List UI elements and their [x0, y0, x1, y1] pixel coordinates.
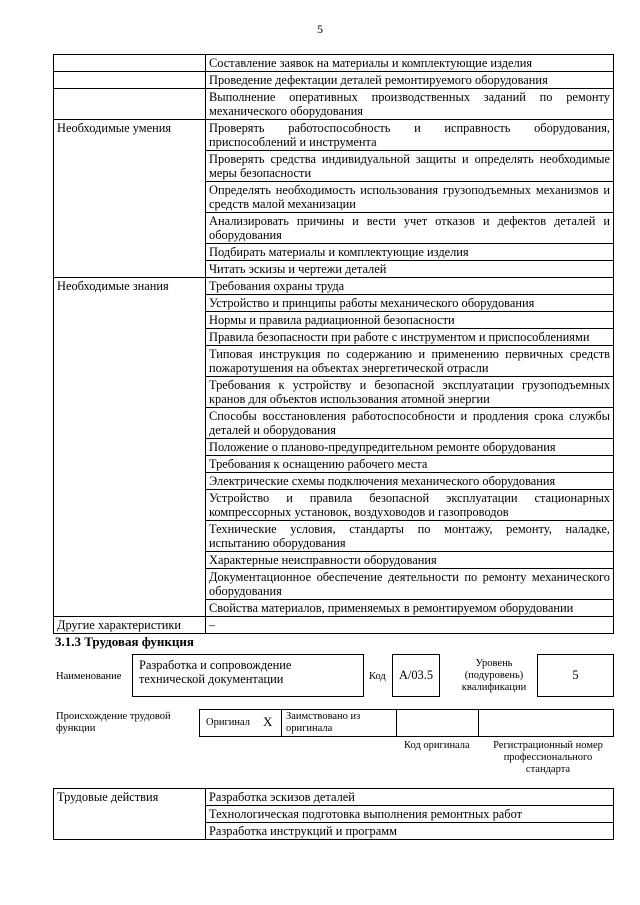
divider	[478, 709, 479, 737]
code-label: Код	[369, 671, 386, 682]
table-row	[54, 89, 614, 120]
table-row	[54, 120, 614, 151]
table-cell: Проведение дефектации деталей ремонтируемого оборудования	[206, 72, 614, 89]
table-row	[54, 278, 614, 295]
table-cell: Технологическая подготовка выполнения ремонтных работ	[206, 806, 614, 823]
table-row	[54, 617, 614, 634]
table-cell: Типовая инструкция по содержанию и применению первичных средств пожаротушения на объектах энергетической отрасли	[206, 346, 614, 377]
table-cell: Требования к оснащению рабочего места	[206, 456, 614, 473]
table-cell: Требования к устройству и безопасной эксплуатации грузоподъемных кранов для объектов использования атомной энергии	[206, 377, 614, 408]
table-cell: Читать эскизы и чертежи деталей	[206, 261, 614, 278]
level-label: Уровень (подуровень) квалификации	[461, 658, 527, 693]
table-cell: Разработка эскизов деталей	[206, 789, 614, 806]
competency-table	[53, 54, 614, 634]
page-number: 5	[317, 22, 323, 36]
divider	[396, 709, 397, 737]
table-cell: Проверять работоспособность и исправность оборудования, приспособлений и инструмента	[206, 120, 614, 151]
original-label: Оригинал	[206, 717, 250, 728]
table-cell: Положение о планово-предупредительном ремонте оборудования	[206, 439, 614, 456]
table-cell: Характерные неисправности оборудования	[206, 552, 614, 569]
table-cell: Требования охраны труда	[206, 278, 614, 295]
table-cell: Составление заявок на материалы и комплектующие изделия	[206, 55, 614, 72]
table-row	[54, 72, 614, 89]
table-cell: Подбирать материалы и комплектующие изделия	[206, 244, 614, 261]
original-mark: X	[263, 714, 273, 729]
table-cell: –	[206, 617, 614, 634]
table-cell: Устройство и принципы работы механического оборудования	[206, 295, 614, 312]
table-cell: Нормы и правила радиационной безопасности	[206, 312, 614, 329]
code-origin-caption: Код оригинала	[404, 740, 470, 751]
other-label: Другие характеристики	[54, 617, 206, 634]
table-cell: Технические условия, стандарты по монтажу, ремонту, наладке, испытанию оборудования	[206, 521, 614, 552]
actions-label: Трудовые действия	[54, 789, 206, 840]
name-value: Разработка и сопровождение технической документации	[132, 654, 364, 697]
name-label: Наименование	[56, 671, 122, 682]
reg-number-caption: Регистрационный номер профессионального стандарта	[493, 740, 603, 775]
table-row	[54, 55, 614, 72]
table-cell: Проверять средства индивидуальной защиты и определять необходимые меры безопасности	[206, 151, 614, 182]
origin-box	[199, 709, 614, 737]
table-cell: Свойства материалов, применяемых в ремонтируемом оборудовании	[206, 600, 614, 617]
origin-label: Происхождение трудовой функции	[56, 711, 171, 734]
table-cell: Способы восстановления работоспособности и продления срока службы деталей и оборудования	[206, 408, 614, 439]
section-title: 3.1.3 Трудовая функция	[55, 634, 194, 649]
table-cell: Разработка инструкций и программ	[206, 823, 614, 840]
table-cell: Анализировать причины и вести учет отказов и дефектов деталей и оборудования	[206, 213, 614, 244]
actions-table	[53, 788, 614, 840]
divider	[281, 709, 282, 737]
table-cell: Правила безопасности при работе с инструментом и приспособлениями	[206, 329, 614, 346]
table-cell: Документационное обеспечение деятельности по ремонту механического оборудования	[206, 569, 614, 600]
knowledge-label: Необходимые знания	[54, 278, 206, 617]
level-value: 5	[537, 654, 614, 697]
table-cell: Электрические схемы подключения механического оборудования	[206, 473, 614, 490]
table-row	[54, 789, 614, 806]
table-cell: Определять необходимость использования грузоподъемных механизмов и средств малой механизации	[206, 182, 614, 213]
table-cell: Выполнение оперативных производственных заданий по ремонту механического оборудования	[206, 89, 614, 120]
borrowed-label: Заимствовано из оригинала	[286, 711, 361, 734]
skills-label: Необходимые умения	[54, 120, 206, 278]
code-value: A/03.5	[392, 654, 440, 697]
table-cell: Устройство и правила безопасной эксплуатации стационарных компрессорных установок, воздуховодов и газопроводов	[206, 490, 614, 521]
